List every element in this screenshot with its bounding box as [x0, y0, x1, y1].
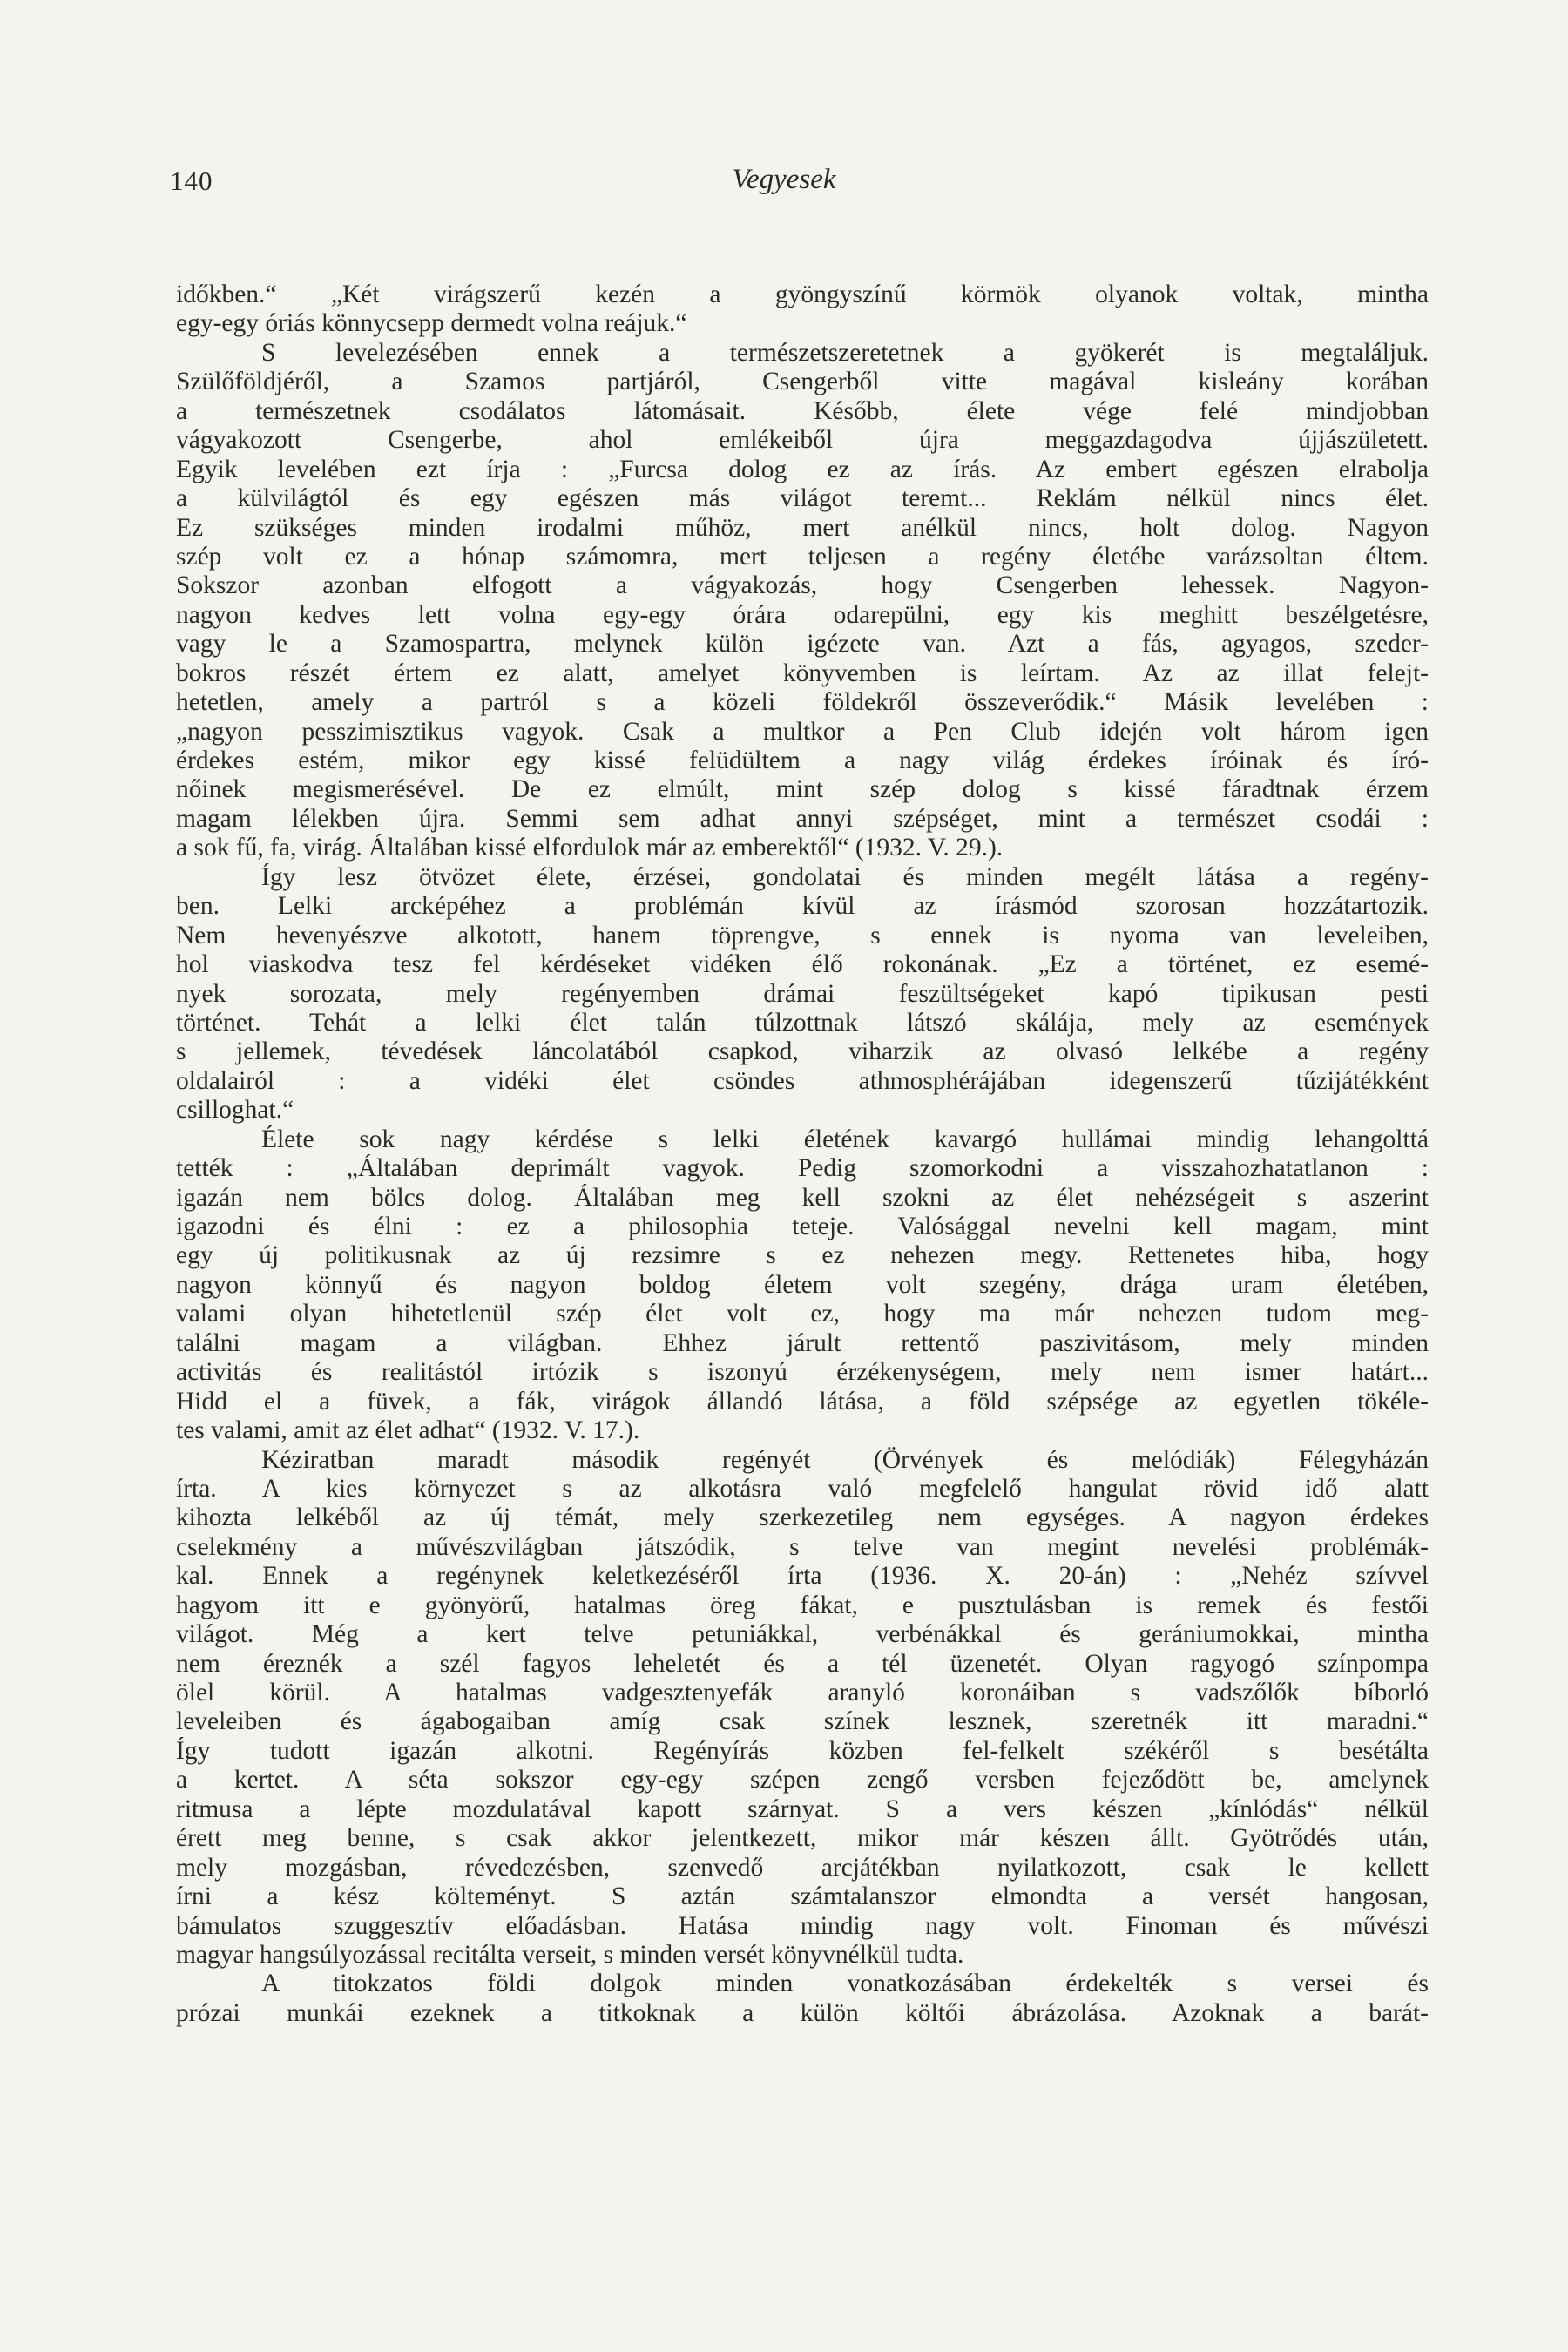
text-line: s jellemek, tévedések láncolatából csapkod, viharzik az olvasó lelkébe a regény	[176, 1037, 1429, 1066]
text-line: a kertet. A séta sokszor egy-egy szépen zengő versben fejeződött be, amelynek	[176, 1766, 1429, 1794]
running-title: Vegyesek	[732, 164, 836, 195]
text-line: A titokzatos földi dolgok minden vonatkozásában érdekelték s versei és	[261, 1970, 1429, 1998]
text-line: vágyakozott Csengerbe, ahol emlékeiből újra meggazdagodva újjászületett.	[176, 426, 1429, 455]
page-number: 140	[170, 166, 213, 196]
text-line: vagy le a Szamospartra, melynek külön igézete van. Azt a fás, agyagos, szeder-	[176, 630, 1429, 659]
text-line: tes valami, amit az élet adhat“ (1932. V. 17.).	[176, 1416, 640, 1445]
text-line: nyek sorozata, mely regényemben drámai feszültségeket kapó tipikusan pesti	[176, 979, 1429, 1008]
text-line: magam lélekben újra. Semmi sem adhat annyi szépséget, mint a természet csodái :	[176, 804, 1429, 833]
text-line: cselekmény a művészvilágban játszódik, s telve van megint nevelési problémák-	[176, 1532, 1429, 1561]
text-line: kihozta lelkéből az új témát, mely szerkezetileg nem egységes. A nagyon érdekes	[176, 1504, 1429, 1532]
text-line: történet. Tehát a lelki élet talán túlzottnak látszó skálája, mely az események	[176, 1008, 1429, 1037]
text-line: Nem hevenyészve alkotott, hanem töprengve, s ennek is nyoma van leveleiben,	[176, 921, 1429, 950]
text-line: ritmusa a lépte mozdulatával kapott szárnyat. S a vers készen „kínlódás“ nélkül	[176, 1794, 1429, 1823]
text-line: igazodni és élni : ez a philosophia teteje. Valósággal nevelni kell magam, mint	[176, 1213, 1429, 1240]
text-line: találni magam a világban. Ehhez járult rettentő paszivitásom, mely minden	[176, 1328, 1429, 1357]
text-line: érett meg benne, s csak akkor jelentkezett, mikor már készen állt. Gyötrődés után,	[176, 1824, 1429, 1853]
text-line: világot. Még a kert telve petuniákkal, verbénákkal és gerániumokkai, mintha	[176, 1620, 1429, 1649]
text-line: S levelezésében ennek a természetszeretetnek a gyökerét is megtaláljuk.	[261, 338, 1429, 367]
text-line: prózai munkái ezeknek a titkoknak a külön költői ábrázolása. Azoknak a barát-	[176, 1998, 1429, 2027]
text-line: „nagyon pesszimisztikus vagyok. Csak a multkor a Pen Club idején volt három igen	[176, 717, 1429, 746]
text-line: hol viaskodva tesz fel kérdéseket vidéken élő rokonának. „Ez a történet, ez esemé-	[176, 950, 1429, 979]
text-line: írta. A kies környezet s az alkotásra való megfelelő hangulat rövid idő alatt	[176, 1474, 1429, 1503]
text-line: Kéziratban maradt második regényét (Örvények és melódiák) Félegyházán	[261, 1445, 1429, 1474]
text-line: írni a kész költeményt. S aztán számtalanszor elmondta a versét hangosan,	[176, 1882, 1429, 1911]
text-line: nagyon kedves lett volna egy-egy órára odarepülni, egy kis meghitt beszélgetésre,	[176, 600, 1429, 629]
text-line: egy új politikusnak az új rezsimre s ez nehezen megy. Rettenetes hiba, hogy	[176, 1241, 1429, 1270]
text-line: valami olyan hihetetlenül szép élet volt ez, hogy ma már nehezen tudom meg-	[176, 1300, 1429, 1328]
text-line: Így tudott igazán alkotni. Regényírás közben fel-felkelt székéről s besétálta	[176, 1736, 1429, 1765]
text-line: magyar hangsúlyozással recitálta verseit, s minden versét könyvnélkül tudta.	[176, 1940, 964, 1969]
text-line: nem éreznék a szél fagyos leheletét és a tél üzenetét. Olyan ragyogó színpompa	[176, 1649, 1429, 1678]
text-line: Egyik levelében ezt írja : „Furcsa dolog ez az írás. Az embert egészen elrabolja	[176, 455, 1429, 483]
text-line: activitás és realitástól irtózik s iszonyú érzékenységem, mely nem ismer határt...	[176, 1358, 1429, 1387]
text-line: Hidd el a füvek, a fák, virágok állandó látása, a föld szépsége az egyetlen tökéle-	[176, 1387, 1429, 1416]
text-line: nőinek megismerésével. De ez elmúlt, mint szép dolog s kissé fáradtnak érzem	[176, 775, 1429, 804]
body-text	[176, 280, 1429, 2028]
text-line: szép volt ez a hónap számomra, mert teljesen a regény életébe varázsoltan éltem.	[176, 542, 1429, 571]
text-line: csilloghat.“	[176, 1096, 294, 1125]
text-line: ölel körül. A hatalmas vadgesztenyefák aranyló koronáiban s vadszőlők bíborló	[176, 1679, 1429, 1707]
text-line: egy-egy óriás könnycsepp dermedt volna reájuk.“	[176, 309, 687, 338]
text-line: bokros részét értem ez alatt, amelyet könyvemben is leírtam. Az az illat felejt-	[176, 659, 1429, 687]
text-line: hagyom itt e gyönyörű, hatalmas öreg fákat, e pusztulásban is remek és festői	[176, 1591, 1429, 1619]
text-line: nagyon könnyű és nagyon boldog életem volt szegény, drága uram életében,	[176, 1270, 1429, 1299]
text-line: a természetnek csodálatos látomásait. Később, élete vége felé mindjobban	[176, 396, 1429, 425]
text-line: a sok fű, fa, virág. Általában kissé elfordulok már az emberektől“ (1932. V. 29.).	[176, 834, 1004, 862]
text-line: tették : „Általában deprimált vagyok. Pedig szomorkodni a visszahozhatatlanon :	[176, 1154, 1429, 1183]
text-line: időkben.“ „Két virágszerű kezén a gyöngyszínű körmök olyanok voltak, mintha	[176, 280, 1429, 308]
text-line: leveleiben és ágabogaiban amíg csak színek lesznek, szeretnék itt maradni.“	[176, 1707, 1429, 1736]
text-line: mely mozgásban, révedezésben, szenvedő arcjátékban nyilatkozott, csak le kellett	[176, 1853, 1429, 1882]
text-line: Így lesz ötvözet élete, érzései, gondolatai és minden megélt látása a regény-	[261, 862, 1429, 891]
text-line: érdekes estém, mikor egy kissé felüdültem a nagy világ érdekes íróinak és író-	[176, 747, 1429, 774]
text-line: a külvilágtól és egy egészen más világot teremt... Reklám nélkül nincs élet.	[176, 484, 1429, 513]
text-line: Ez szükséges minden irodalmi műhöz, mert anélkül nincs, holt dolog. Nagyon	[176, 513, 1429, 542]
text-line: bámulatos szuggesztív előadásban. Hatása mindig nagy volt. Finoman és művészi	[176, 1911, 1429, 1940]
text-line: Sokszor azonban elfogott a vágyakozás, hogy Csengerben lehessek. Nagyon-	[176, 571, 1429, 600]
text-line: ben. Lelki arcképéhez a problémán kívül az írásmód szorosan hozzátartozik.	[176, 892, 1429, 921]
text-line: oldalairól : a vidéki élet csöndes athmosphérájában idegenszerű tűzijátékként	[176, 1066, 1429, 1095]
text-line: Élete sok nagy kérdése s lelki életének kavargó hullámai mindig lehangolttá	[261, 1125, 1429, 1153]
text-line: Szülőföldjéről, a Szamos partjáról, Csengerből vitte magával kisleány korában	[176, 368, 1429, 396]
text-line: hetetlen, amely a partról s a közeli földekről összeverődik.“ Másik levelében :	[176, 688, 1429, 717]
text-line: kal. Ennek a regénynek keletkezéséről írta (1936. X. 20-án) : „Nehéz szívvel	[176, 1562, 1429, 1591]
text-line: igazán nem bölcs dolog. Általában meg kell szokni az élet nehézségeit s aszerint	[176, 1183, 1429, 1212]
